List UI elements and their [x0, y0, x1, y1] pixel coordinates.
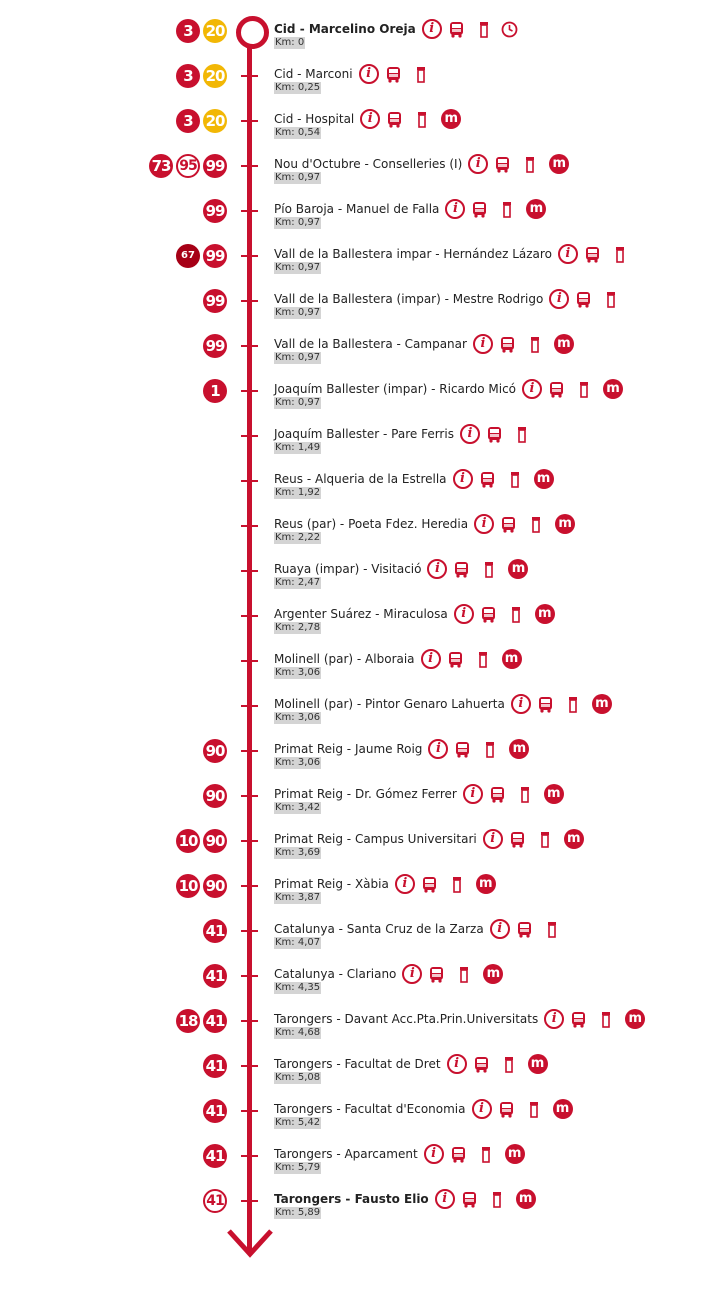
stop-row[interactable]	[0, 600, 703, 645]
metro-icon[interactable]: m	[483, 964, 503, 984]
stop-row[interactable]	[0, 825, 703, 870]
stop-tick	[241, 930, 258, 932]
stop-name-row	[274, 334, 574, 354]
stop-row[interactable]	[0, 1050, 703, 1095]
stop-km: Km: 3,87	[275, 892, 321, 903]
clock-icon[interactable]	[501, 21, 518, 38]
line-badges	[176, 874, 227, 898]
metro-icon[interactable]: m	[509, 739, 529, 759]
stop-tick	[241, 795, 258, 797]
stop-row[interactable]	[0, 15, 703, 60]
stop-name-row	[274, 1054, 548, 1074]
stop-pole-icon[interactable]	[530, 336, 540, 353]
stop-row[interactable]	[0, 420, 703, 465]
bus-stop-icon[interactable]	[548, 381, 565, 398]
info-icon[interactable]: i	[422, 19, 442, 39]
stop-name[interactable]: Pío Baroja - Manuel de Falla	[274, 202, 440, 216]
stop-name[interactable]: Cid - Marconi	[274, 67, 353, 81]
stop-name-row	[274, 289, 616, 309]
stop-row[interactable]	[0, 465, 703, 510]
stop-name[interactable]: Vall de la Ballestera (impar) - Mestre Rodrigo	[274, 292, 544, 306]
stop-row[interactable]	[0, 240, 703, 285]
stop-name[interactable]: Catalunya - Santa Cruz de la Zarza	[274, 922, 484, 936]
stop-name-row	[274, 784, 564, 804]
bus-stop-icon[interactable]	[570, 1011, 587, 1028]
line-badge[interactable]: 95	[176, 154, 200, 178]
stop-row[interactable]	[0, 735, 703, 780]
stop-km: Km: 2,47	[275, 577, 321, 588]
line-badges	[176, 1009, 227, 1033]
stop-name-row	[274, 154, 569, 174]
stop-name[interactable]: Tarongers - Davant Acc.Pta.Prin.Universitats	[274, 1012, 539, 1026]
stop-name-row	[274, 1099, 573, 1119]
line-badge[interactable]: 73	[149, 154, 173, 178]
line-badge[interactable]: 20	[203, 64, 227, 88]
stop-km: Km: 0,97	[275, 217, 321, 228]
stop-pole-icon[interactable]	[547, 921, 557, 938]
stop-name-row	[274, 469, 554, 489]
bus-stop-icon[interactable]	[473, 1056, 490, 1073]
line-badges	[203, 199, 227, 223]
line-badge[interactable]: 90	[203, 829, 227, 853]
stop-km: Km: 5,42	[275, 1117, 321, 1128]
stop-row[interactable]	[0, 1005, 703, 1050]
stop-tick	[241, 525, 258, 527]
line-badges	[203, 379, 227, 403]
bus-stop-icon[interactable]	[489, 786, 506, 803]
line-badge[interactable]: 99	[203, 154, 227, 178]
stop-pole-icon[interactable]	[601, 1011, 611, 1028]
stop-tick	[241, 660, 258, 662]
line-badges	[203, 1189, 227, 1213]
stop-tick	[241, 390, 258, 392]
bus-stop-icon[interactable]	[454, 741, 471, 758]
line-badge[interactable]: 20	[203, 109, 227, 133]
stop-tick	[241, 210, 258, 212]
line-badge[interactable]: 3	[176, 19, 200, 43]
line-badges	[203, 1054, 227, 1078]
stop-km: Km: 0,54	[275, 127, 321, 138]
line-badges	[176, 109, 227, 133]
stop-row[interactable]	[0, 60, 703, 105]
stop-tick	[241, 165, 258, 167]
line-badges	[176, 64, 227, 88]
stop-name[interactable]: Tarongers - Fausto Elio	[274, 1192, 429, 1206]
stop-name-row	[274, 1189, 536, 1209]
line-badge[interactable]: 41	[203, 1099, 227, 1123]
stop-row[interactable]	[0, 870, 703, 915]
line-badges	[149, 154, 227, 178]
line-badges	[176, 244, 227, 268]
bus-stop-icon[interactable]	[500, 516, 517, 533]
stop-tick	[241, 1155, 258, 1157]
stop-km: Km: 0,97	[275, 397, 321, 408]
stop-km: Km: 3,69	[275, 847, 321, 858]
stop-name[interactable]: Primat Reig - Dr. Gómez Ferrer	[274, 787, 457, 801]
bus-stop-icon[interactable]	[516, 921, 533, 938]
bus-stop-icon[interactable]	[421, 876, 438, 893]
stop-km: Km: 3,42	[275, 802, 321, 813]
stop-pole-icon[interactable]	[478, 651, 488, 668]
metro-icon[interactable]: m	[592, 694, 612, 714]
stop-pole-icon[interactable]	[510, 471, 520, 488]
stop-km: Km: 5,79	[275, 1162, 321, 1173]
stop-name-row	[274, 874, 496, 894]
metro-icon[interactable]: m	[441, 109, 461, 129]
stop-name-row	[274, 514, 575, 534]
stop-name[interactable]: Nou d'Octubre - Conselleries (I)	[274, 157, 463, 171]
stop-pole-icon[interactable]	[417, 111, 427, 128]
info-icon[interactable]: i	[490, 919, 510, 939]
info-icon[interactable]: i	[463, 784, 483, 804]
line-badge[interactable]: 90	[203, 874, 227, 898]
stop-pole-icon[interactable]	[492, 1191, 502, 1208]
metro-icon[interactable]: m	[528, 1054, 548, 1074]
stop-row[interactable]	[0, 1140, 703, 1185]
bus-stop-icon[interactable]	[537, 696, 554, 713]
metro-icon[interactable]: m	[502, 649, 522, 669]
stop-pole-icon[interactable]	[416, 66, 426, 83]
stop-name-row	[274, 1009, 645, 1029]
bus-stop-icon[interactable]	[448, 21, 465, 38]
bus-stop-icon[interactable]	[498, 1101, 515, 1118]
line-badge[interactable]: 99	[203, 244, 227, 268]
stop-name-row	[274, 424, 527, 444]
metro-icon[interactable]: m	[505, 1144, 525, 1164]
info-icon[interactable]: i	[472, 1099, 492, 1119]
metro-icon[interactable]: m	[534, 469, 554, 489]
stop-name-row	[274, 379, 623, 399]
line-badges	[203, 1099, 227, 1123]
line-badges	[203, 784, 227, 808]
line-badges	[203, 964, 227, 988]
stop-tick	[241, 885, 258, 887]
stop-row[interactable]	[0, 375, 703, 420]
stop-pole-icon[interactable]	[459, 966, 469, 983]
stop-name[interactable]: Primat Reig - Campus Universitari	[274, 832, 477, 846]
info-icon[interactable]: i	[447, 1054, 467, 1074]
stop-name[interactable]: Joaquím Ballester - Pare Ferris	[274, 427, 454, 441]
stop-name-row	[274, 964, 503, 984]
stop-name[interactable]: Reus - Alqueria de la Estrella	[274, 472, 447, 486]
stop-pole-icon[interactable]	[615, 246, 625, 263]
stop-name[interactable]: Argenter Suárez - Miraculosa	[274, 607, 448, 621]
stop-km: Km: 0,97	[275, 352, 321, 363]
stop-name-row	[274, 19, 518, 39]
stop-name-row	[274, 109, 461, 129]
info-icon[interactable]: i	[544, 1009, 564, 1029]
line-badge[interactable]: 41	[203, 1144, 227, 1168]
stop-name-row	[274, 64, 426, 84]
metro-icon[interactable]: m	[553, 1099, 573, 1119]
info-icon[interactable]: i	[402, 964, 422, 984]
stop-row[interactable]	[0, 285, 703, 330]
bus-stop-icon[interactable]	[486, 426, 503, 443]
line-badge[interactable]: 67	[176, 244, 200, 268]
stop-pole-icon[interactable]	[502, 201, 512, 218]
stop-row[interactable]	[0, 1185, 703, 1230]
stop-name-row	[274, 739, 529, 759]
info-icon[interactable]: i	[474, 514, 494, 534]
stop-pole-icon[interactable]	[517, 426, 527, 443]
line-badge[interactable]: 41	[203, 919, 227, 943]
metro-icon[interactable]: m	[564, 829, 584, 849]
bus-stop-icon[interactable]	[479, 471, 496, 488]
stop-row[interactable]	[0, 690, 703, 735]
stop-name-row	[274, 649, 522, 669]
stop-name[interactable]: Primat Reig - Jaume Roig	[274, 742, 423, 756]
info-icon[interactable]: i	[558, 244, 578, 264]
line-badge[interactable]: 41	[203, 1054, 227, 1078]
metro-icon[interactable]: m	[535, 604, 555, 624]
stop-km: Km: 4,07	[275, 937, 321, 948]
stop-km: Km: 0,97	[275, 172, 321, 183]
stop-km: Km: 3,06	[275, 757, 321, 768]
line-badge[interactable]: 99	[203, 199, 227, 223]
stop-km: Km: 2,22	[275, 532, 321, 543]
metro-icon[interactable]: m	[544, 784, 564, 804]
stop-tick	[241, 615, 258, 617]
line-badge[interactable]: 10	[176, 829, 200, 853]
stop-km: Km: 4,68	[275, 1027, 321, 1038]
metro-icon[interactable]: m	[555, 514, 575, 534]
stop-tick	[241, 75, 258, 77]
stop-tick	[241, 1020, 258, 1022]
stop-pole-icon[interactable]	[525, 156, 535, 173]
stop-pole-icon[interactable]	[504, 1056, 514, 1073]
stop-name[interactable]: Vall de la Ballestera impar - Hernández Lázaro	[274, 247, 552, 261]
stop-name-row	[274, 199, 546, 219]
stop-tick	[241, 480, 258, 482]
stop-tick	[241, 750, 258, 752]
stop-name-row	[274, 919, 557, 939]
info-icon[interactable]: i	[522, 379, 542, 399]
stop-tick	[241, 705, 258, 707]
stop-row[interactable]	[0, 915, 703, 960]
line-badge[interactable]: 41	[203, 1189, 227, 1213]
metro-icon[interactable]: m	[625, 1009, 645, 1029]
stop-name-row	[274, 829, 584, 849]
stop-tick	[241, 1200, 258, 1202]
info-icon[interactable]: i	[360, 109, 380, 129]
info-icon[interactable]: i	[468, 154, 488, 174]
metro-icon[interactable]: m	[549, 154, 569, 174]
stop-km: Km: 5,89	[275, 1207, 321, 1218]
stop-name[interactable]: Tarongers - Facultat de Dret	[274, 1057, 441, 1071]
info-icon[interactable]: i	[427, 559, 447, 579]
stop-tick	[241, 255, 258, 257]
line-badge[interactable]: 99	[203, 334, 227, 358]
stop-pole-icon[interactable]	[606, 291, 616, 308]
stop-tick	[241, 975, 258, 977]
line-badge[interactable]: 1	[203, 379, 227, 403]
stop-name-row	[274, 604, 555, 624]
stop-pole-icon[interactable]	[452, 876, 462, 893]
line-badge[interactable]: 41	[203, 1009, 227, 1033]
line-badges	[203, 334, 227, 358]
stop-km: Km: 5,08	[275, 1072, 321, 1083]
stop-tick	[241, 120, 258, 122]
stop-pole-icon[interactable]	[529, 1101, 539, 1118]
info-icon[interactable]: i	[483, 829, 503, 849]
stop-km: Km: 3,06	[275, 712, 321, 723]
info-icon[interactable]: i	[359, 64, 379, 84]
stop-name[interactable]: Joaquím Ballester (impar) - Ricardo Micó	[274, 382, 517, 396]
line-badge[interactable]: 18	[176, 1009, 200, 1033]
stop-pole-icon[interactable]	[540, 831, 550, 848]
stop-row[interactable]	[0, 780, 703, 825]
info-icon[interactable]: i	[460, 424, 480, 444]
stop-pole-icon[interactable]	[568, 696, 578, 713]
metro-icon[interactable]: m	[476, 874, 496, 894]
stop-name[interactable]: Ruaya (impar) - Visitació	[274, 562, 422, 576]
bus-stop-icon[interactable]	[447, 651, 464, 668]
line-badge[interactable]: 3	[176, 109, 200, 133]
stop-name[interactable]: Catalunya - Clariano	[274, 967, 397, 981]
bus-stop-icon[interactable]	[385, 66, 402, 83]
stop-pole-icon[interactable]	[579, 381, 589, 398]
route-end-arrow	[226, 1228, 274, 1262]
line-badge[interactable]: 41	[203, 964, 227, 988]
metro-icon[interactable]: m	[526, 199, 546, 219]
stop-tick	[241, 840, 258, 842]
info-icon[interactable]: i	[511, 694, 531, 714]
stop-name-row	[274, 244, 625, 264]
stop-row[interactable]	[0, 510, 703, 555]
metro-icon[interactable]: m	[508, 559, 528, 579]
stop-row[interactable]	[0, 195, 703, 240]
stop-tick	[241, 570, 258, 572]
bus-stop-icon[interactable]	[428, 966, 445, 983]
stop-name[interactable]: Vall de la Ballestera - Campanar	[274, 337, 467, 351]
stop-name[interactable]: Tarongers - Aparcament	[274, 1147, 418, 1161]
info-icon[interactable]: i	[421, 649, 441, 669]
bus-stop-icon[interactable]	[584, 246, 601, 263]
bus-stop-icon[interactable]	[494, 156, 511, 173]
stop-name[interactable]: Primat Reig - Xàbia	[274, 877, 389, 891]
bus-stop-icon[interactable]	[453, 561, 470, 578]
stop-name-row	[274, 694, 612, 714]
line-badge[interactable]: 99	[203, 289, 227, 313]
stop-tick	[241, 345, 258, 347]
stop-row[interactable]	[0, 555, 703, 600]
stop-name[interactable]: Cid - Hospital	[274, 112, 355, 126]
bus-stop-icon[interactable]	[461, 1191, 478, 1208]
bus-stop-icon[interactable]	[575, 291, 592, 308]
stop-km: Km: 0	[275, 37, 305, 48]
line-badge[interactable]: 90	[203, 739, 227, 763]
info-icon[interactable]: i	[428, 739, 448, 759]
line-badge[interactable]: 3	[176, 64, 200, 88]
line-badges	[203, 919, 227, 943]
stop-row[interactable]	[0, 150, 703, 195]
stop-pole-icon[interactable]	[520, 786, 530, 803]
stop-km: Km: 0,25	[275, 82, 321, 93]
stop-row[interactable]	[0, 105, 703, 150]
bus-stop-icon[interactable]	[450, 1146, 467, 1163]
line-badges	[203, 1144, 227, 1168]
bus-stop-icon[interactable]	[509, 831, 526, 848]
bus-stop-icon[interactable]	[480, 606, 497, 623]
stop-pole-icon[interactable]	[479, 21, 489, 38]
stop-pole-icon[interactable]	[485, 741, 495, 758]
stop-name[interactable]: Reus (par) - Poeta Fdez. Heredia	[274, 517, 469, 531]
stop-km: Km: 1,92	[275, 487, 321, 498]
line-badge[interactable]: 20	[203, 19, 227, 43]
stop-km: Km: 4,35	[275, 982, 321, 993]
metro-icon[interactable]: m	[554, 334, 574, 354]
bus-stop-icon[interactable]	[386, 111, 403, 128]
stop-tick	[241, 1110, 258, 1112]
stop-km: Km: 1,49	[275, 442, 321, 453]
stop-row[interactable]	[0, 645, 703, 690]
info-icon[interactable]: i	[445, 199, 465, 219]
stop-tick	[241, 435, 258, 437]
info-icon[interactable]: i	[395, 874, 415, 894]
line-badges	[203, 289, 227, 313]
stop-row[interactable]	[0, 1095, 703, 1140]
line-badge[interactable]: 90	[203, 784, 227, 808]
info-icon[interactable]: i	[453, 469, 473, 489]
info-icon[interactable]: i	[424, 1144, 444, 1164]
metro-icon[interactable]: m	[516, 1189, 536, 1209]
stop-name[interactable]: Molinell (par) - Alboraia	[274, 652, 415, 666]
stop-km: Km: 0,97	[275, 307, 321, 318]
stop-km: Km: 3,06	[275, 667, 321, 678]
stop-pole-icon[interactable]	[484, 561, 494, 578]
line-badges	[203, 739, 227, 763]
stop-name-row	[274, 1144, 525, 1164]
info-icon[interactable]: i	[549, 289, 569, 309]
stop-row[interactable]	[0, 960, 703, 1005]
stop-pole-icon[interactable]	[481, 1146, 491, 1163]
stop-name[interactable]: Tarongers - Facultat d'Economia	[274, 1102, 466, 1116]
bus-stop-icon[interactable]	[471, 201, 488, 218]
stop-pole-icon[interactable]	[531, 516, 541, 533]
stop-tick	[241, 1065, 258, 1067]
stop-row[interactable]	[0, 330, 703, 375]
stop-tick	[241, 300, 258, 302]
line-badges	[176, 829, 227, 853]
info-icon[interactable]: i	[473, 334, 493, 354]
info-icon[interactable]: i	[454, 604, 474, 624]
stop-name-row	[274, 559, 528, 579]
stop-name[interactable]: Molinell (par) - Pintor Genaro Lahuerta	[274, 697, 505, 711]
stop-name[interactable]: Cid - Marcelino Oreja	[274, 22, 416, 36]
metro-icon[interactable]: m	[603, 379, 623, 399]
line-badges	[176, 19, 227, 43]
info-icon[interactable]: i	[435, 1189, 455, 1209]
stop-pole-icon[interactable]	[511, 606, 521, 623]
stop-km: Km: 2,78	[275, 622, 321, 633]
stop-km: Km: 0,97	[275, 262, 321, 273]
bus-stop-icon[interactable]	[499, 336, 516, 353]
line-badge[interactable]: 10	[176, 874, 200, 898]
